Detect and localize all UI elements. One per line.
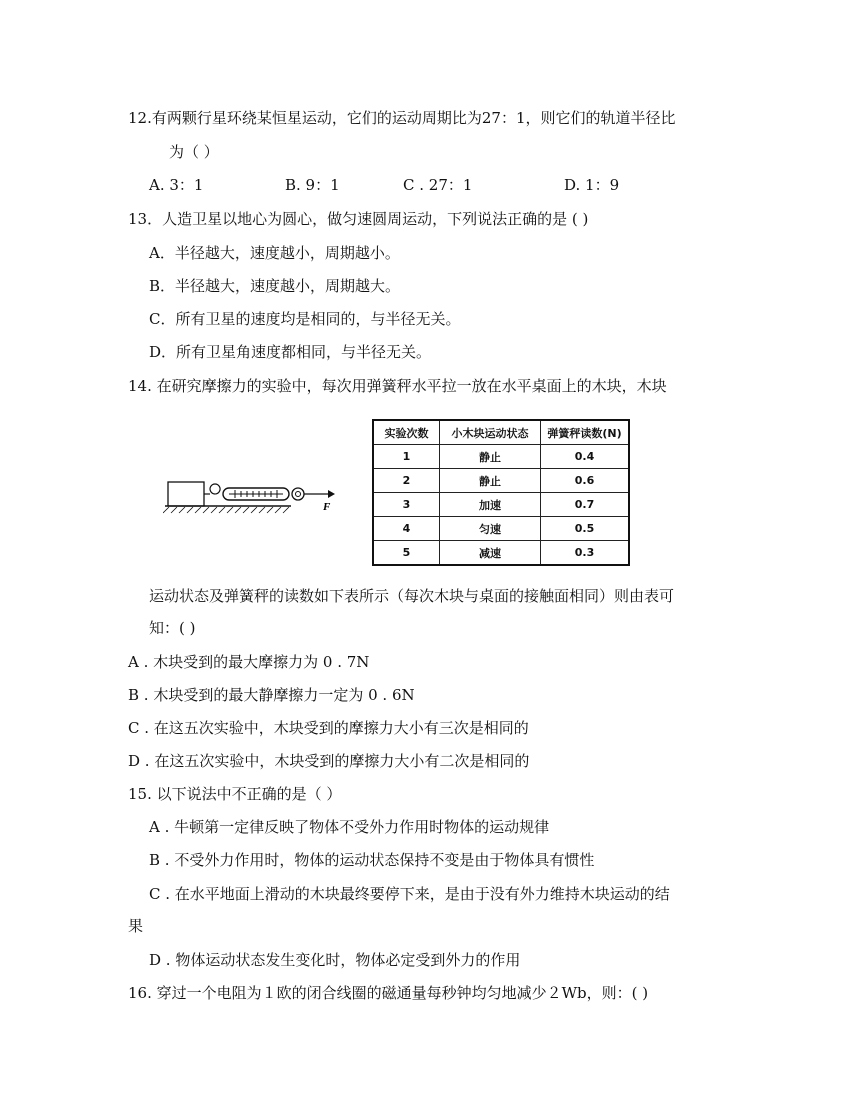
table-cell: 2 (373, 469, 440, 493)
table-row (373, 493, 629, 517)
q14-stem-line3: 知：( ) (149, 619, 196, 637)
q12-option-c: C . 27：1 (403, 176, 473, 194)
q13-option-c: C．所有卫星的速度均是相同的，与半径无关。 (149, 310, 461, 328)
spring-scale-diagram (163, 474, 353, 524)
q14-stem-line2: 运动状态及弹簧秤的读数如下表所示（每次木块与桌面的接触面相同）则由表可 (149, 587, 675, 605)
q15-option-a: A . 牛顿第一定律反映了物体不受外力作用时物体的运动规律 (149, 818, 550, 836)
q12-stem-line1: 12.有两颗行星环绕某恒星运动，它们的运动周期比为27：1，则它们的轨道半径比 (128, 109, 676, 127)
table-header-row (373, 420, 629, 445)
force-label: F (323, 501, 331, 513)
q13-stem: 13．人造卫星以地心为圆心，做匀速圆周运动，下列说法正确的是 ( ) (128, 210, 589, 228)
q13-option-a: A．半径越大，速度越小，周期越小。 (149, 244, 400, 262)
table-cell: 静止 (440, 469, 541, 493)
q13-option-d: D．所有卫星角速度都相同，与半径无关。 (149, 343, 432, 361)
table-cell: 5 (373, 541, 440, 566)
table-row (373, 541, 629, 566)
table-cell: 0.6 (541, 469, 630, 493)
q15-option-c-line2: 果 (128, 917, 144, 935)
table-cell: 0.3 (541, 541, 630, 566)
q12-option-a: A. 3：1 (149, 176, 204, 194)
q12-option-d: D. 1：9 (564, 176, 620, 194)
table-row (373, 469, 629, 493)
table-header: 弹簧秤读数(N) (541, 420, 630, 445)
q13-option-b: B．半径越大，速度越小，周期越大。 (149, 277, 401, 295)
table-cell: 4 (373, 517, 440, 541)
table-row (373, 445, 629, 469)
table-header: 实验次数 (373, 420, 440, 445)
q12-option-b: B. 9：1 (285, 176, 340, 194)
table-cell: 0.4 (541, 445, 630, 469)
table-cell: 减速 (440, 541, 541, 566)
experiment-table (372, 419, 630, 566)
q12-stem-line2: 为（ ） (169, 143, 219, 161)
table-cell: 1 (373, 445, 440, 469)
q14-stem-line1: 14. 在研究摩擦力的实验中，每次用弹簧秤水平拉一放在水平桌面上的木块，木块 (128, 377, 667, 395)
table-cell: 3 (373, 493, 440, 517)
q14-option-d: D . 在这五次实验中，木块受到的摩擦力大小有二次是相同的 (128, 752, 530, 770)
q14-option-b: B . 木块受到的最大静摩擦力一定为 0 . 6N (128, 686, 415, 704)
q15-option-b: B . 不受外力作用时，物体的运动状态保持不变是由于物体具有惯性 (149, 851, 595, 869)
table-cell: 0.7 (541, 493, 630, 517)
table-cell: 0.5 (541, 517, 630, 541)
spring-scale-figure (163, 474, 353, 528)
table-cell: 加速 (440, 493, 541, 517)
table-cell: 匀速 (440, 517, 541, 541)
q14-option-c: C . 在这五次实验中，木块受到的摩擦力大小有三次是相同的 (128, 719, 529, 737)
table-cell: 静止 (440, 445, 541, 469)
table-row (373, 517, 629, 541)
q15-option-d: D . 物体运动状态发生变化时，物体必定受到外力的作用 (149, 951, 521, 969)
q16-stem: 16. 穿过一个电阻为１欧的闭合线圈的磁通量每秒钟均匀地减少２Wb，则：( ) (128, 984, 649, 1002)
table-header: 小木块运动状态 (440, 420, 541, 445)
q15-option-c-line1: C . 在水平地面上滑动的木块最终要停下来，是由于没有外力维持木块运动的结 (149, 885, 670, 903)
q15-stem: 15. 以下说法中不正确的是（ ） (128, 785, 342, 803)
q14-option-a: A . 木块受到的最大摩擦力为 0 . 7N (128, 653, 370, 671)
